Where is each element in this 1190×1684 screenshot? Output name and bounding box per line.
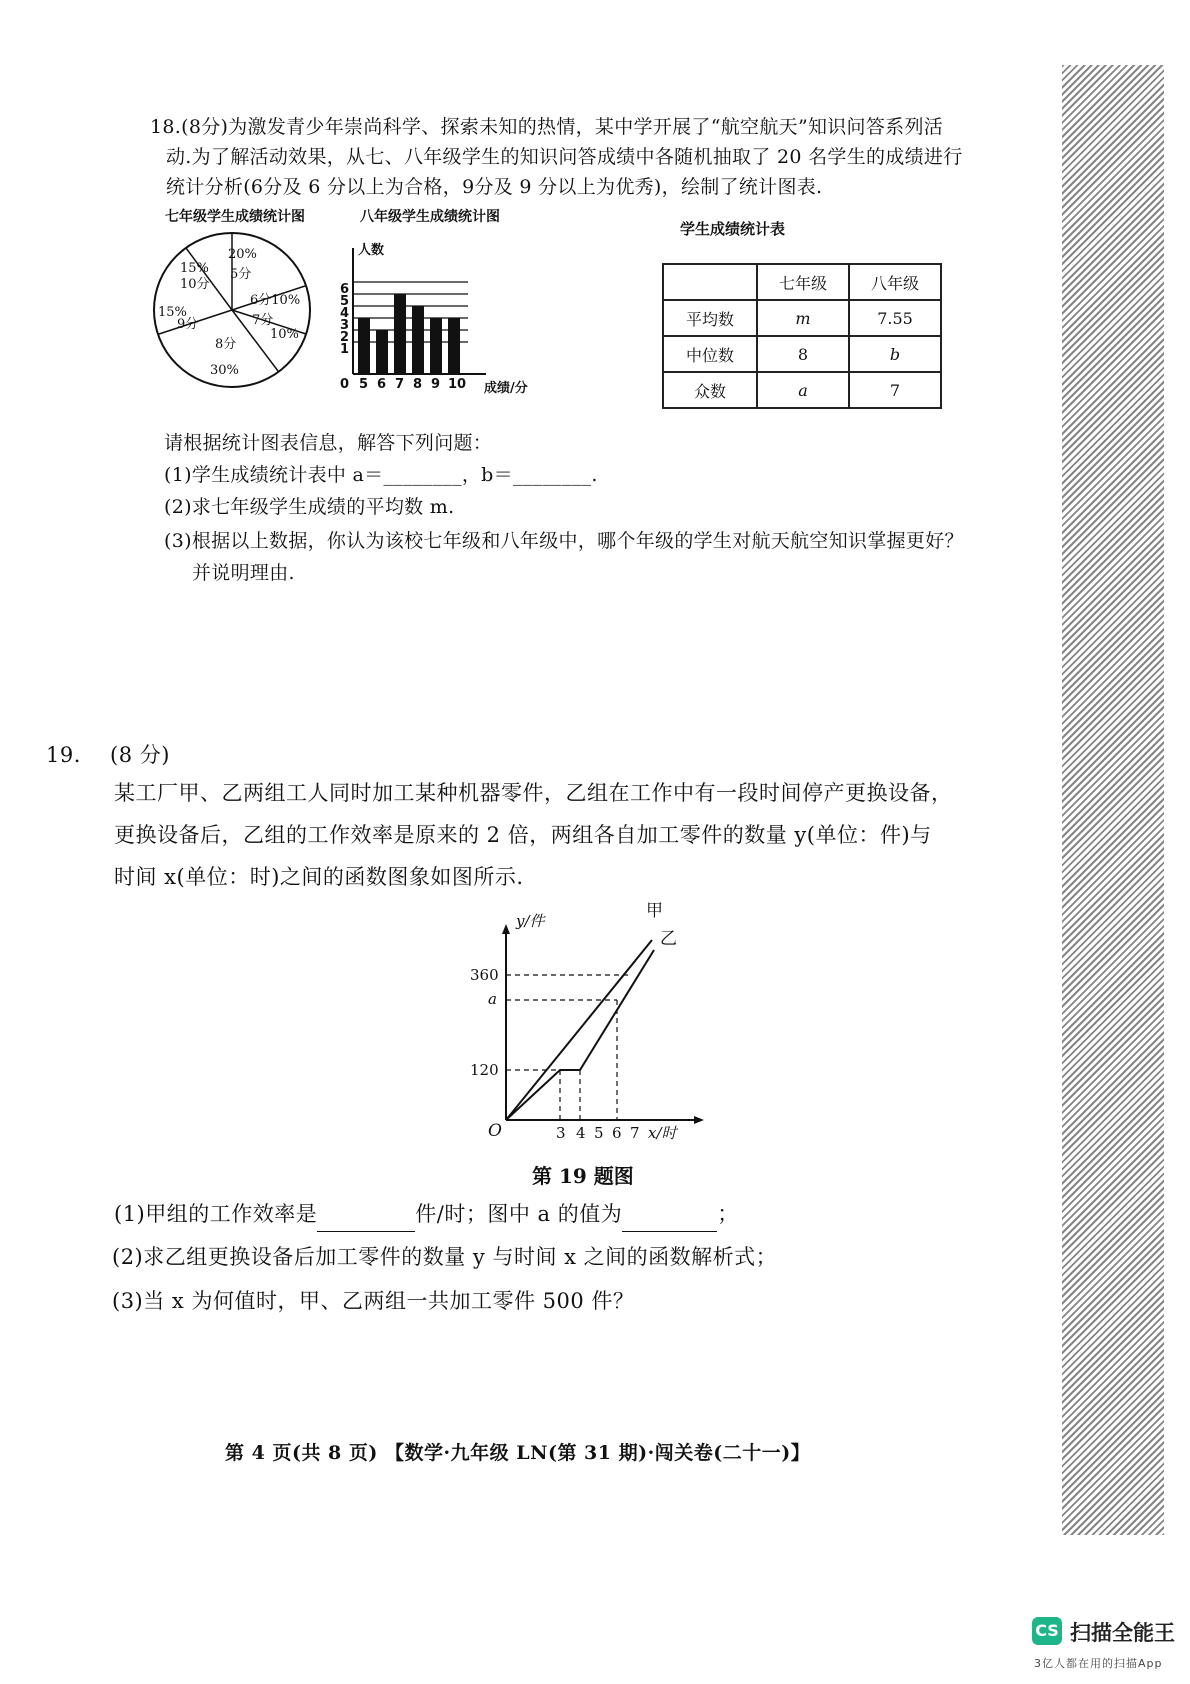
graph-ylabel: y/件 [516, 912, 545, 930]
table-title: 学生成绩统计表 [680, 220, 786, 238]
bar-xtick-10: 10 [448, 377, 467, 392]
stats-table [662, 263, 942, 409]
graph-xtick-3: 3 [556, 1124, 566, 1142]
bar-ytick-6: 6 [340, 282, 350, 297]
q19-question-3: (3)当 x 为何值时，甲、乙两组一共加工零件 500 件？ [112, 1289, 635, 1313]
q19-line-1: 某工厂甲、乙两组工人同时加工某种机器零件，乙组在工作中有一段时间停产更换设备， [114, 781, 953, 805]
pie-label-7-score: 7分 [252, 313, 274, 328]
table-cell: 7 [849, 372, 941, 408]
graph-xtick-4: 4 [576, 1124, 586, 1142]
q18-question-3: (3)根据以上数据，你认为该校七年级和八年级中，哪个年级的学生对航天航空知识掌握更好？ [164, 530, 964, 552]
pie-chart-title: 七年级学生成绩统计图 [165, 209, 305, 225]
q19-number: 19. [46, 743, 81, 767]
bar-xtick-9: 9 [431, 377, 441, 392]
q18-question-1: (1)学生成绩统计表中 a＝________，b＝________. [164, 464, 598, 486]
pie-label-6 [250, 293, 300, 308]
q18-instruction: 请根据统计图表信息，解答下列问题： [164, 432, 493, 454]
pie-label-10-score: 10分 [180, 277, 210, 292]
q19-question-2: (2)求乙组更换设备后加工零件的数量 y 与时间 x 之间的函数解析式； [112, 1245, 778, 1269]
pie-label-5-score: 5分 [230, 267, 252, 282]
table-cell: 中位数 [663, 336, 757, 372]
table-cell: a [757, 372, 849, 408]
graph-line-jia: 甲 [646, 901, 663, 921]
binding-margin-pattern [1062, 65, 1164, 1535]
bar-xtick-5: 5 [359, 377, 369, 392]
graph-origin: O [488, 1121, 502, 1141]
q19-score: (8 分) [110, 743, 170, 767]
bar-ytick-2: 2 [340, 330, 350, 345]
table-cell: 平均数 [663, 300, 757, 336]
q19-line-3: 时间 x(单位：时)之间的函数图象如图所示. [114, 865, 524, 889]
graph-ytick-360: 360 [470, 966, 499, 984]
table-row [663, 300, 941, 336]
q18-question-3-cont: 并说明理由. [192, 562, 295, 584]
bar-xlabel: 成绩/分 [484, 381, 528, 396]
graph-xtick-6: 6 [612, 1124, 622, 1142]
table-cell: b [849, 336, 941, 372]
pie-label-8-pct: 30% [210, 363, 239, 378]
table-header-grade8: 八年级 [849, 264, 941, 300]
q19-question-1 [114, 1197, 739, 1232]
table-row [663, 336, 941, 372]
bar-ytick-1: 1 [340, 342, 350, 357]
bar-xtick-0: 0 [340, 377, 350, 392]
q18-line-3: 统计分析(6分及 6 分以上为合格，9分及 9 分以上为优秀)，绘制了统计图表. [166, 176, 823, 198]
q19-question-1-part-a: (1)甲组的工作效率是 [114, 1202, 318, 1226]
bar-ylabel: 人数 [358, 243, 385, 258]
graph-ytick-120: 120 [470, 1061, 499, 1079]
graph-xtick-5: 5 [594, 1124, 604, 1142]
table-cell: m [757, 300, 849, 336]
q19-question-1-part-b: 件/时；图中 a 的值为 [415, 1202, 623, 1226]
bar-xtick-8: 8 [413, 377, 423, 392]
bar-xtick-6: 6 [377, 377, 387, 392]
pie-label-7-pct: 10% [270, 327, 299, 342]
graph-xtick-7: 7 [630, 1124, 640, 1142]
table-cell: 7.55 [849, 300, 941, 336]
pie-label-8-score: 8分 [215, 337, 237, 352]
bar-ytick-3: 3 [340, 318, 350, 333]
function-graph [470, 900, 720, 1150]
bar-xtick-7: 7 [395, 377, 405, 392]
table-header-corner [663, 264, 757, 300]
pie-chart [150, 228, 320, 388]
graph-line-yi: 乙 [660, 929, 677, 949]
table-cell: 众数 [663, 372, 757, 408]
scanner-app-name: 扫描全能王 [1070, 1621, 1175, 1645]
answer-blank[interactable] [317, 1197, 415, 1232]
answer-blank[interactable] [622, 1197, 717, 1232]
pie-label-5-pct: 20% [228, 247, 257, 262]
scanner-logo: CS [1032, 1617, 1062, 1645]
pie-label-6-score: 6分 [250, 293, 272, 308]
table-cell: 8 [757, 336, 849, 372]
page-footer: 第 4 页(共 8 页) 【数学·九年级 LN(第 31 期)·闯关卷(二十一)】 [225, 1442, 811, 1464]
bar-chart [338, 238, 548, 398]
bar-ytick-4: 4 [340, 306, 350, 321]
bar-ytick-5: 5 [340, 294, 350, 309]
bar-chart-title: 八年级学生成绩统计图 [360, 209, 500, 225]
graph-caption: 第 19 题图 [532, 1164, 634, 1188]
graph-ytick-a: a [488, 990, 497, 1008]
pie-label-9-pct: 15% [158, 305, 187, 320]
pie-label-10-pct: 15% [180, 261, 209, 276]
pie-label-6-pct: 10% [271, 293, 301, 308]
pie-label-9-score: 9分 [177, 317, 199, 332]
q18-line-2: 动.为了解活动效果，从七、八年级学生的知识问答成绩中各随机抽取了 20 名学生的成绩进行 [166, 146, 963, 168]
q19-line-2: 更换设备后，乙组的工作效率是原来的 2 倍，两组各自加工零件的数量 y(单位：件)与 [114, 823, 932, 847]
table-header-grade7: 七年级 [757, 264, 849, 300]
scanner-tagline: 3亿人都在用的扫描App [1034, 1657, 1163, 1670]
q19-question-1-part-c: ； [717, 1202, 739, 1226]
table-row [663, 372, 941, 408]
q18-line-1: 18.(8分)为激发青少年崇尚科学、探索未知的热情，某中学开展了“航空航天”知识问答系列活 [150, 116, 944, 138]
table-header-row [663, 264, 941, 300]
q18-question-2: (2)求七年级学生成绩的平均数 m. [164, 496, 455, 518]
graph-xlabel: x/时 [648, 1124, 677, 1142]
